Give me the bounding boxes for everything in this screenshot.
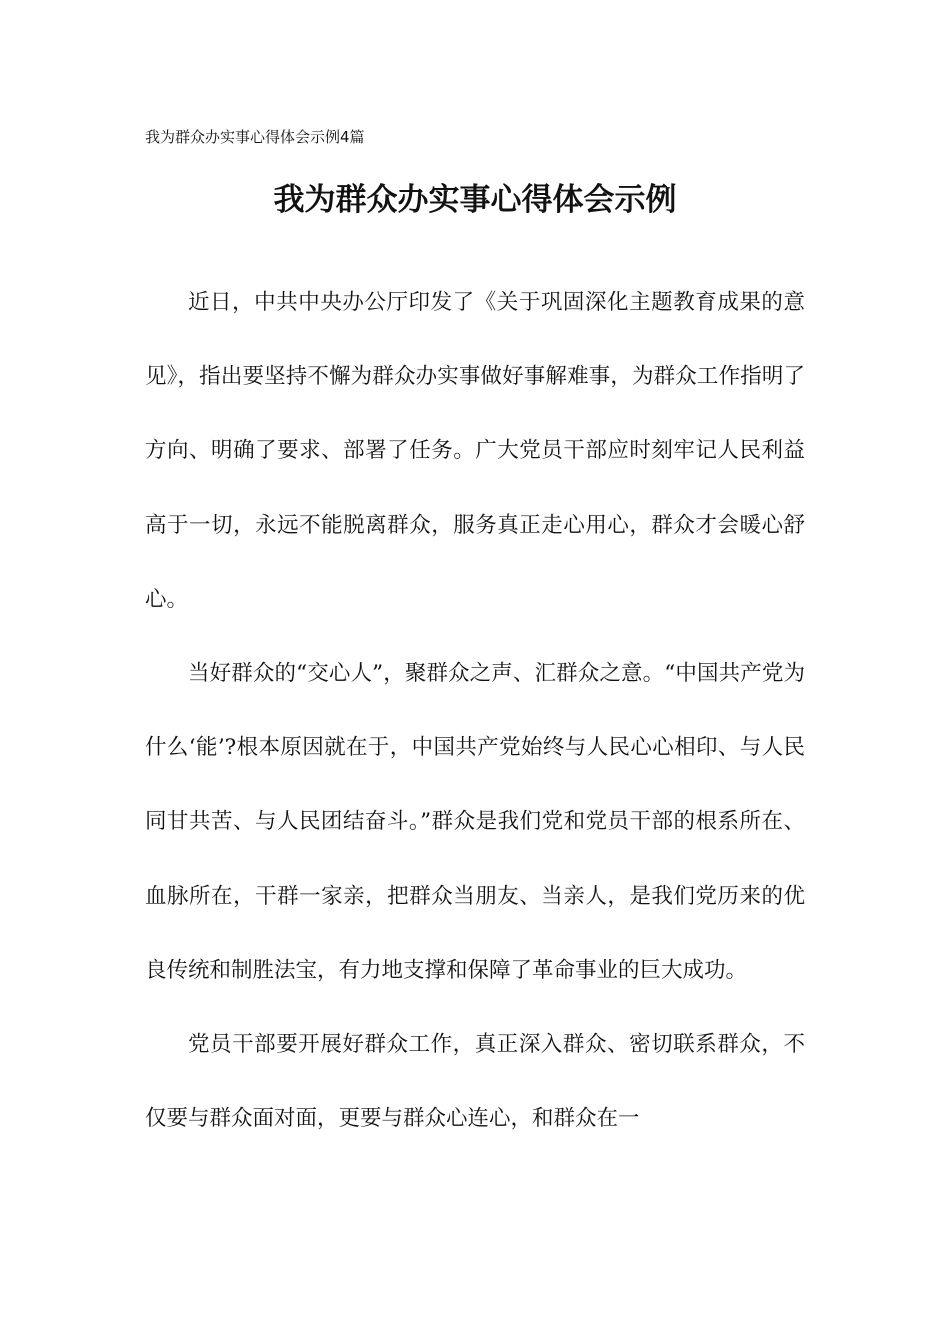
document-title: 我为群众办实事心得体会示例 — [273, 182, 677, 218]
paragraph-3: 党员干部要开展好群众工作，真正深入群众、密切联系群众，不仅要与群众面对面，更要与群众心连心，和群众在一 — [145, 1032, 805, 1132]
paragraph-2: 当好群众的“交心人”，聚群众之声、汇群众之意。“中国共产党为什么‘能’?根本原因就在于，中国共产党始终与人民心心相印、与人民同甘共苦、与人民团结奋斗。”群众是我们党和党员干部的根系所在、血脉所在，干群一家亲，把群众当朋友、当亲人，是我们党历来的优良传统和制胜法宝，有力地支撑和保障了革命事业的巨大成功。 — [145, 661, 805, 983]
document-header: 我为群众办实事心得体会示例4篇 — [145, 128, 365, 146]
paragraph-1: 近日，中共中央办公厅印发了《关于巩固深化主题教育成果的意见》，指出要坚持不懈为群众办实事做好事解难事，为群众工作指明了方向、明确了要求、部署了任务。广大党员干部应时刻牢记人民利益高于一切，永远不能脱离群众，服务真正走心用心，群众才会暖心舒心。 — [145, 290, 805, 612]
document-body — [145, 266, 805, 1156]
